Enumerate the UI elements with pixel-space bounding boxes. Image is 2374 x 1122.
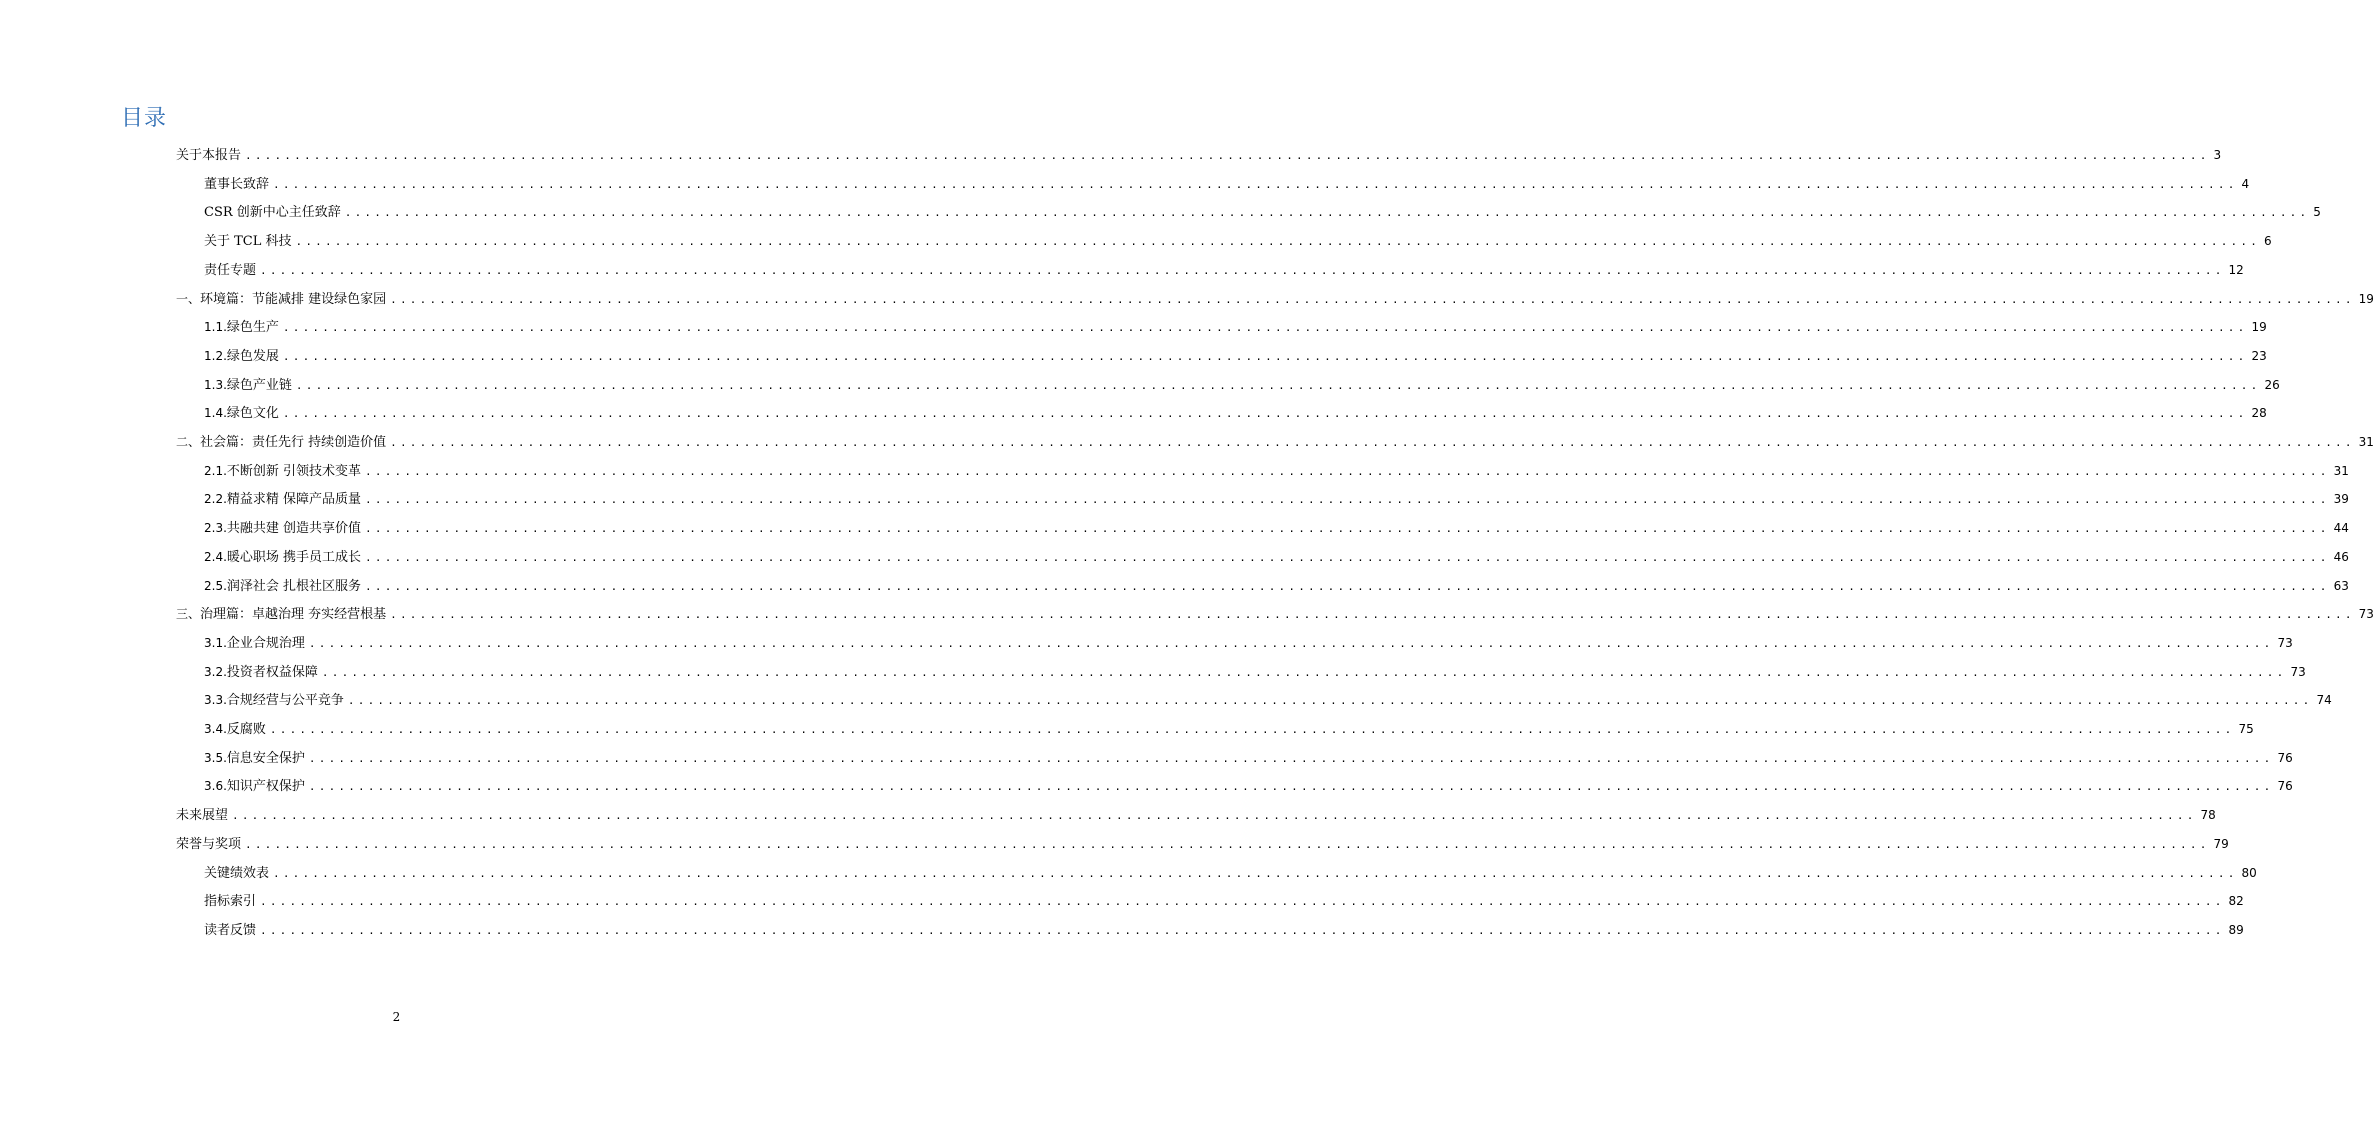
toc-entry-text: 润泽社会 扎根社区服务 xyxy=(226,578,362,594)
toc-entry-number: 3.2. xyxy=(204,664,227,679)
toc-entry[interactable] xyxy=(176,805,2216,826)
toc-entry-page: 89 xyxy=(2228,922,2244,937)
dot-leader: ........................................................................................................................................................................................................ xyxy=(282,321,2248,335)
toc-entry-text: 投资者权益保障 xyxy=(226,664,318,680)
toc-entry[interactable] xyxy=(176,604,2374,625)
dot-leader: ........................................................................................................................................................................................................ xyxy=(282,407,2248,421)
toc-entry-page: 28 xyxy=(2251,406,2267,421)
toc-entry-page: 73 xyxy=(2290,664,2306,679)
toc-entry[interactable] xyxy=(176,289,2374,310)
toc-entry[interactable] xyxy=(176,834,2229,855)
toc-entry-text: 环境篇：节能减排 建设绿色家园 xyxy=(200,291,387,307)
toc-entry-page: 23 xyxy=(2251,348,2267,363)
toc-entry-page: 26 xyxy=(2264,377,2280,392)
toc-entry-number: 2.3. xyxy=(204,521,227,536)
toc-entry-page: 74 xyxy=(2316,693,2332,708)
dot-leader: ........................................................................................................................................................................................................ xyxy=(295,378,2261,392)
dot-leader: ........................................................................................................................................................................................................ xyxy=(273,177,2238,191)
toc-entry-text: 绿色产业链 xyxy=(226,377,292,393)
toc-entry-page: 31 xyxy=(2333,463,2349,478)
toc-entry[interactable] xyxy=(204,317,2267,338)
toc-entry[interactable] xyxy=(204,231,2272,252)
toc-entry-page: 73 xyxy=(2358,607,2374,622)
dot-leader: ........................................................................................................................................................................................................ xyxy=(245,149,2210,162)
toc-entry-page: 73 xyxy=(2277,635,2293,650)
toc-entry-text: 董事长致辞 xyxy=(204,176,270,192)
dot-leader: ........................................................................................................................................................................................................ xyxy=(269,723,2235,736)
toc-entry-text: 暖心职场 携手员工成长 xyxy=(226,549,362,565)
toc-entry[interactable] xyxy=(204,776,2293,797)
dot-leader: ........................................................................................................................................................................................................ xyxy=(390,608,2355,622)
toc-entry-text: 共融共建 创造共享价值 xyxy=(226,521,362,537)
dot-leader: ........................................................................................................................................................................................................ xyxy=(308,636,2274,650)
toc-entry[interactable] xyxy=(204,489,2349,510)
toc-entry-page: 31 xyxy=(2358,435,2374,449)
toc-entry-number: 2.2. xyxy=(204,492,227,507)
toc-entry-number: 3.5. xyxy=(204,750,227,765)
dot-leader: ........................................................................................................................................................................................................ xyxy=(260,263,2225,277)
toc-entry[interactable] xyxy=(176,145,2222,166)
dot-leader: ........................................................................................................................................................................................................ xyxy=(260,895,2225,909)
toc-entry[interactable] xyxy=(204,662,2306,683)
toc-entry-number: 三、 xyxy=(176,607,201,622)
toc-entry-text: 绿色生产 xyxy=(226,320,279,336)
toc-entry-number: 2.1. xyxy=(204,463,227,478)
toc-entry-text: 合规经营与公平竞争 xyxy=(226,693,344,709)
toc-entry-text: 关键绩效表 xyxy=(204,865,270,881)
dot-leader: ........................................................................................................................................................................................................ xyxy=(295,235,2261,249)
dot-leader: ........................................................................................................................................................................................................ xyxy=(260,923,2225,937)
toc-entry[interactable] xyxy=(204,346,2267,367)
toc-entry-text: 绿色文化 xyxy=(226,406,279,422)
toc-entry-text: 指标索引 xyxy=(204,894,257,910)
toc-entry[interactable] xyxy=(204,920,2244,941)
toc-entry-text: 读者反馈 xyxy=(204,922,257,938)
toc-entry-page: 75 xyxy=(2238,722,2254,736)
toc-entry-page: 19 xyxy=(2358,291,2374,306)
toc-entry-number: 1.4. xyxy=(204,406,227,421)
dot-leader: ........................................................................................................................................................................................................ xyxy=(347,694,2313,708)
toc-entry-text: 精益求精 保障产品质量 xyxy=(226,492,362,508)
toc-entry-page: 76 xyxy=(2277,779,2293,794)
toc-entry-page: 78 xyxy=(2200,808,2216,823)
toc-entry-number: 1.3. xyxy=(204,377,227,392)
toc-entry-text: 未来展望 xyxy=(176,808,229,824)
toc-entry-page: 46 xyxy=(2333,549,2349,564)
toc-entry-page: 19 xyxy=(2251,320,2267,335)
toc-entry[interactable] xyxy=(204,403,2267,424)
dot-leader: ........................................................................................................................................................................................................ xyxy=(390,436,2355,449)
dot-leader: ........................................................................................................................................................................................................ xyxy=(344,206,2310,220)
dot-leader: ........................................................................................................................................................................................................ xyxy=(365,579,2330,593)
toc-entry-page: 80 xyxy=(2241,865,2257,880)
toc-entry-number: 3.3. xyxy=(204,693,227,708)
toc-entry-text: 企业合规治理 xyxy=(226,635,305,651)
toc-entry[interactable] xyxy=(204,202,2321,223)
toc-entry-page: 5 xyxy=(2313,205,2321,220)
toc-entry-text: 不断创新 引领技术变革 xyxy=(226,463,362,479)
toc-entry-number: 3.1. xyxy=(204,635,227,650)
toc-entry[interactable] xyxy=(204,547,2349,568)
toc-entry[interactable] xyxy=(204,891,2244,912)
toc-entry-text: 治理篇：卓越治理 夯实经营根基 xyxy=(200,607,387,623)
toc-entry-text: 反腐败 xyxy=(226,722,266,737)
toc-entry-page: 44 xyxy=(2333,521,2349,536)
toc-entry[interactable] xyxy=(204,719,2254,740)
toc-entry[interactable] xyxy=(204,518,2349,539)
toc-entry-number: 2.5. xyxy=(204,578,227,593)
toc-entry[interactable] xyxy=(204,375,2280,396)
dot-leader: ........................................................................................................................................................................................................ xyxy=(390,292,2355,306)
toc-entry[interactable] xyxy=(176,432,2374,453)
dot-leader: ........................................................................................................................................................................................................ xyxy=(232,809,2197,823)
toc-entry-text: 信息安全保护 xyxy=(226,750,305,766)
dot-leader: ........................................................................................................................................................................................................ xyxy=(308,751,2274,765)
toc-entry-page: 39 xyxy=(2333,492,2349,507)
toc-entry-text: 责任专题 xyxy=(204,262,257,278)
toc-entry-text: CSR 创新中心主任致辞 xyxy=(204,205,341,221)
toc-entry-page: 79 xyxy=(2213,836,2229,851)
toc-title: 目录 xyxy=(121,106,168,131)
toc-entry[interactable] xyxy=(204,576,2349,597)
toc-entry-page: 3 xyxy=(2213,148,2222,162)
toc-entry-number: 3.4. xyxy=(204,722,227,736)
toc-entry[interactable] xyxy=(204,174,2250,195)
toc-entry-number: 2.4. xyxy=(204,549,227,564)
toc-entry[interactable] xyxy=(204,690,2332,711)
dot-leader: ........................................................................................................................................................................................................ xyxy=(365,464,2330,478)
toc-entry-text: 绿色发展 xyxy=(226,348,279,364)
toc-entry-text: 知识产权保护 xyxy=(226,779,305,795)
toc-entry-text: 关于 TCL 科技 xyxy=(204,234,292,250)
toc-entry-page: 63 xyxy=(2333,578,2349,593)
toc-entry-number: 二、 xyxy=(176,435,201,449)
dot-leader: ........................................................................................................................................................................................................ xyxy=(365,493,2330,507)
dot-leader: ........................................................................................................................................................................................................ xyxy=(273,866,2238,880)
toc-entry-number: 1.2. xyxy=(204,348,227,363)
toc-entry-page: 4 xyxy=(2241,176,2250,191)
toc-entry[interactable] xyxy=(204,633,2293,654)
dot-leader: ........................................................................................................................................................................................................ xyxy=(365,522,2330,536)
dot-leader: ........................................................................................................................................................................................................ xyxy=(282,349,2248,363)
toc-entry-page: 76 xyxy=(2277,750,2293,765)
toc-entry[interactable] xyxy=(204,748,2293,769)
toc-entry-number: 1.1. xyxy=(204,320,227,335)
toc-entry-text: 荣誉与奖项 xyxy=(176,836,242,852)
page-number: 2 xyxy=(392,1010,401,1024)
toc-entry-page: 12 xyxy=(2228,262,2244,277)
dot-leader: ........................................................................................................................................................................................................ xyxy=(365,550,2330,564)
toc-entry-number: 3.6. xyxy=(204,779,227,794)
dot-leader: ........................................................................................................................................................................................................ xyxy=(321,665,2287,679)
toc-entry[interactable] xyxy=(204,461,2349,482)
toc-entry-text: 关于本报告 xyxy=(176,148,242,163)
toc-entry[interactable] xyxy=(204,260,2244,281)
dot-leader: ........................................................................................................................................................................................................ xyxy=(245,837,2210,851)
dot-leader: ........................................................................................................................................................................................................ xyxy=(308,780,2274,794)
toc-entry-page: 82 xyxy=(2228,894,2244,909)
toc-entry-number: 一、 xyxy=(176,291,201,306)
toc-entry[interactable] xyxy=(204,863,2257,884)
toc-entry-text: 社会篇：责任先行 持续创造价值 xyxy=(200,435,387,450)
toc-entry-page: 6 xyxy=(2264,234,2272,249)
